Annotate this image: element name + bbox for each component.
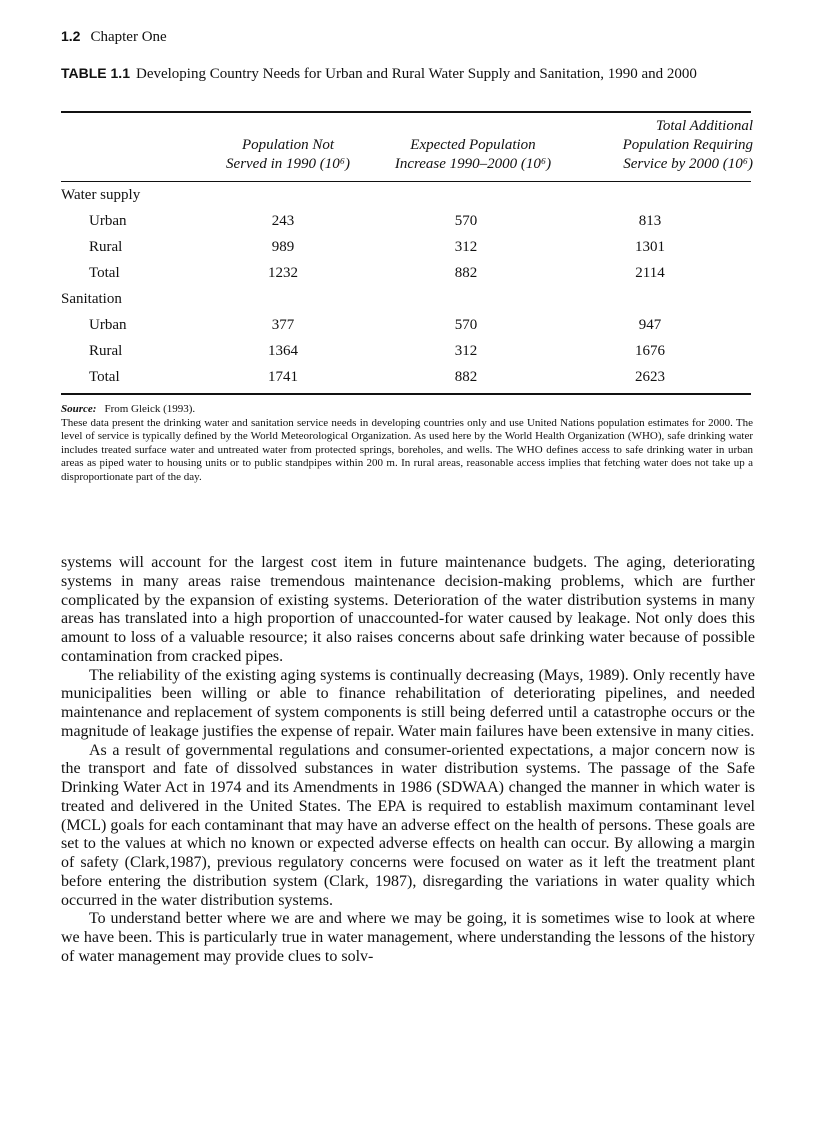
group-label-sanitation: Sanitation	[61, 291, 122, 307]
table-notes	[61, 403, 753, 484]
column-header-line: Service by 2000 (10⁶)	[623, 156, 753, 172]
table-cell: 2114	[635, 265, 665, 281]
table-cell: 2623	[635, 369, 665, 385]
table-cell: 1364	[268, 343, 298, 359]
row-label: Total	[89, 265, 120, 281]
paragraph: To understand better where we are and where we may be going, it is sometimes wise to look at where we have been. This is particularly true in water management, where understanding the lessons of the history of water management may provide clues to solv-	[61, 910, 755, 965]
table-cell: 312	[454, 343, 478, 359]
table-cell: 243	[271, 213, 295, 229]
body-text	[61, 554, 755, 967]
table-cell: 1676	[635, 343, 665, 359]
column-header-increase	[378, 136, 568, 174]
table-top-rule	[61, 111, 751, 113]
table-cell: 947	[638, 317, 662, 333]
chapter-title: Chapter One	[90, 29, 167, 45]
paragraph: As a result of governmental regulations and consumer-oriented expectations, a major concern now is the transport and fate of dissolved substances in water distribution systems. The passage of the Safe Drinking Water Act in 1974 and its Amendments in 1986 (SDWAA) changed the manner in which water is treated and delivered in the United States. The EPA is required to establish maximum contaminant level (MCL) goals for each contaminant that may have an adverse effect on the health of persons. These goals are set to the values at which no known or expected adverse effects on health can occur. By allowing a margin of safety (Clark,1987), previous regulatory concerns were focused on water as it left the treatment plant before entering the distribution system (Clark, 1987), disregarding the variations in water quality which occurred in the water distribution systems.	[61, 741, 755, 909]
table-cell: 377	[271, 317, 295, 333]
table-cell: 989	[271, 239, 295, 255]
running-head	[61, 28, 167, 46]
table-cell: 1741	[268, 369, 298, 385]
row-label: Rural	[89, 343, 123, 359]
table-bottom-rule	[61, 393, 751, 395]
column-header-total-additional	[573, 117, 753, 174]
paragraph: The reliability of the existing aging systems is continually decreasing (Mays, 1989). Only recently have municipalities been willing or able to finance rehabilitation of deteriorating pipelines, and needed maintenance and replacement of system components is still being deferred until a catastrophe occurs or the magnitude of leakage justifies the expense of repair. Water main failures have been extensive in many cities.	[61, 666, 755, 740]
column-header-line: Population Requiring	[622, 137, 753, 153]
table-cell: 813	[638, 213, 662, 229]
row-label: Total	[89, 369, 120, 385]
column-header-line: Served in 1990 (10⁶)	[226, 156, 350, 172]
column-header-line: Expected Population	[410, 137, 536, 153]
source-text: From Gleick (1993).	[104, 403, 196, 415]
table-cell: 882	[454, 369, 478, 385]
table-label: TABLE 1.1	[61, 65, 130, 81]
row-label: Urban	[89, 213, 127, 229]
page-number: 1.2	[61, 28, 81, 44]
table-cell: 1301	[635, 239, 665, 255]
column-header-line: Increase 1990–2000 (10⁶)	[394, 156, 552, 172]
group-label-water-supply: Water supply	[61, 187, 141, 203]
row-label: Rural	[89, 239, 123, 255]
column-header-line: Total Additional	[655, 118, 753, 134]
row-label: Urban	[89, 317, 127, 333]
table-cell: 1232	[268, 265, 298, 281]
table-title: Developing Country Needs for Urban and Rural Water Supply and Sanitation, 1990 and 2000	[135, 66, 697, 82]
table-cell: 570	[454, 213, 478, 229]
table-cell: 312	[454, 239, 478, 255]
column-header-line: Population Not	[241, 137, 335, 153]
paragraph: systems will account for the largest cost item in future maintenance budgets. The aging, deteriorating systems in many areas raise tremendous maintenance decision-making problems, which are further complicated by the expansion of existing systems. Deterioration of the water distribution systems in many areas has translated into a high proportion of unaccounted-for water caused by leakage. Not only does this amount to loss of a valuable resource; it also raises concerns about safe drinking water because of possible contamination from cracked pipes.	[61, 554, 755, 665]
column-header-not-served	[213, 136, 363, 174]
source-label: Source:	[61, 403, 97, 415]
table-header-rule	[61, 181, 751, 182]
table-source	[61, 403, 753, 417]
table-caption	[61, 65, 751, 83]
table-cell: 882	[454, 265, 478, 281]
table-cell: 570	[454, 317, 478, 333]
table-notes-text: These data present the drinking water and sanitation service needs in developing countries only and use United Nations population estimates for 2000. The level of service is typically defined by the World Meteorological Organization. As used here by the World Health Organization (WHO), safe drinking water includes treated surface water and untreated water from protected springs, boreholes, and wells. The WHO defines access to safe drinking water in urban areas as piped water to housing units or to public standpipes within 200 m. In rural areas, reasonable access implies that fetching water does not take up a disproportionate part of the day.	[61, 416, 753, 483]
